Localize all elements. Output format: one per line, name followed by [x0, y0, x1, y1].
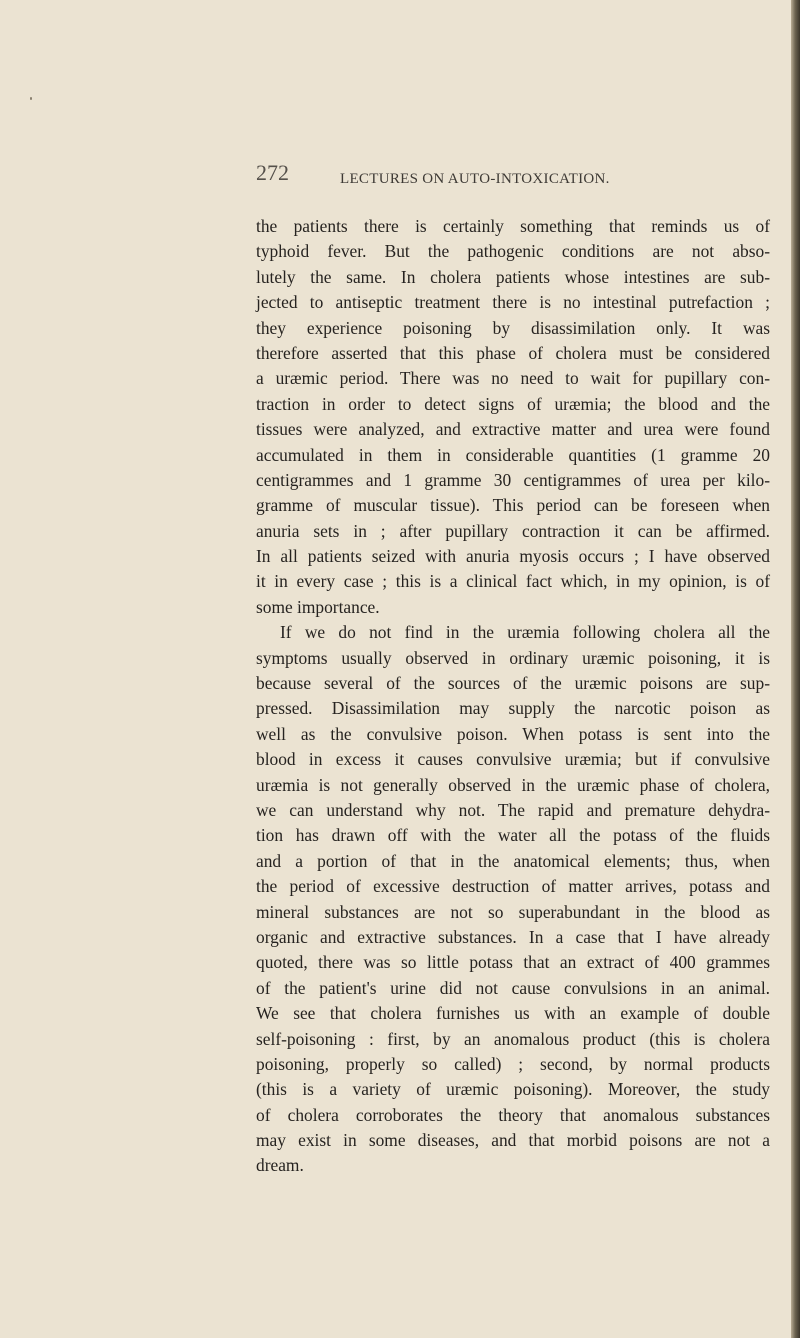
- text-line: uræmia is not generally observed in the uræmic phase of cholera,: [256, 774, 770, 795]
- text-line: and a portion of that in the anatomical elements; thus, when: [256, 850, 770, 871]
- page-number: 272: [256, 160, 289, 185]
- text-line: a uræmic period. There was no need to wait for pupillary con-: [256, 368, 770, 389]
- text-line: they experience poisoning by disassimilation only. It was: [256, 317, 770, 338]
- text-line: because several of the sources of the uræmic poisons are sup-: [256, 673, 770, 694]
- text-line: tissues were analyzed, and extractive matter and urea were found: [256, 419, 770, 440]
- text-line: centigrammes and 1 gramme 30 centigrammes of urea per kilo-: [256, 469, 770, 490]
- text-line: pressed. Disassimilation may supply the narcotic poison as: [256, 698, 770, 719]
- text-line: symptoms usually observed in ordinary uræmic poisoning, it is: [256, 647, 770, 668]
- text-line: anuria sets in ; after pupillary contraction it can be affirmed.: [256, 520, 770, 541]
- text-line: quoted, there was so little potass that an extract of 400 grammes: [256, 952, 770, 973]
- text-line: lutely the same. In cholera patients whose intestines are sub-: [256, 266, 770, 287]
- text-line: dream.: [256, 1155, 304, 1176]
- text-line: jected to antiseptic treatment there is no intestinal putrefaction ;: [256, 292, 770, 313]
- text-line: of the patient's urine did not cause convulsions in an animal.: [256, 977, 770, 998]
- text-line: therefore asserted that this phase of cholera must be considered: [256, 342, 770, 363]
- paper-speck: [30, 97, 32, 100]
- running-head: LECTURES ON AUTO-INTOXICATION.: [340, 171, 610, 187]
- text-line: it in every case ; this is a clinical fact which, in my opinion, is of: [256, 571, 770, 592]
- text-line: self-poisoning : first, by an anomalous product (this is cholera: [256, 1028, 770, 1049]
- text-line: organic and extractive substances. In a case that I have already: [256, 926, 770, 947]
- text-line: gramme of muscular tissue). This period can be foreseen when: [256, 495, 770, 516]
- text-line: some importance.: [256, 596, 380, 617]
- text-line: mineral substances are not so superabundant in the blood as: [256, 901, 770, 922]
- text-line: If we do not find in the uræmia following cholera all the: [280, 622, 770, 643]
- page-edge-shadow: [791, 0, 800, 1338]
- text-line: tion has drawn off with the water all the potass of the fluids: [256, 825, 770, 846]
- text-line: poisoning, properly so called) ; second, by normal products: [256, 1053, 770, 1074]
- text-line: the patients there is certainly something that reminds us of: [256, 216, 770, 236]
- text-line: We see that cholera furnishes us with an example of double: [256, 1003, 770, 1024]
- text-line: blood in excess it causes convulsive uræmia; but if convulsive: [256, 749, 770, 770]
- text-line: we can understand why not. The rapid and premature dehydra-: [256, 799, 770, 820]
- text-line: In all patients seized with anuria myosis occurs ; I have observed: [256, 546, 770, 567]
- text-line: the period of excessive destruction of matter arrives, potass and: [256, 876, 770, 897]
- text-line: well as the convulsive poison. When potass is sent into the: [256, 723, 770, 744]
- text-line: traction in order to detect signs of uræmia; the blood and the: [256, 393, 770, 414]
- text-line: may exist in some diseases, and that morbid poisons are not a: [256, 1130, 770, 1151]
- text-line: typhoid fever. But the pathogenic conditions are not abso-: [256, 241, 770, 262]
- text-line: accumulated in them in considerable quantities (1 gramme 20: [256, 444, 770, 465]
- text-line: of cholera corroborates the theory that anomalous substances: [256, 1104, 770, 1125]
- body-text: [256, 214, 770, 1179]
- text-line: (this is a variety of uræmic poisoning). Moreover, the study: [256, 1079, 770, 1100]
